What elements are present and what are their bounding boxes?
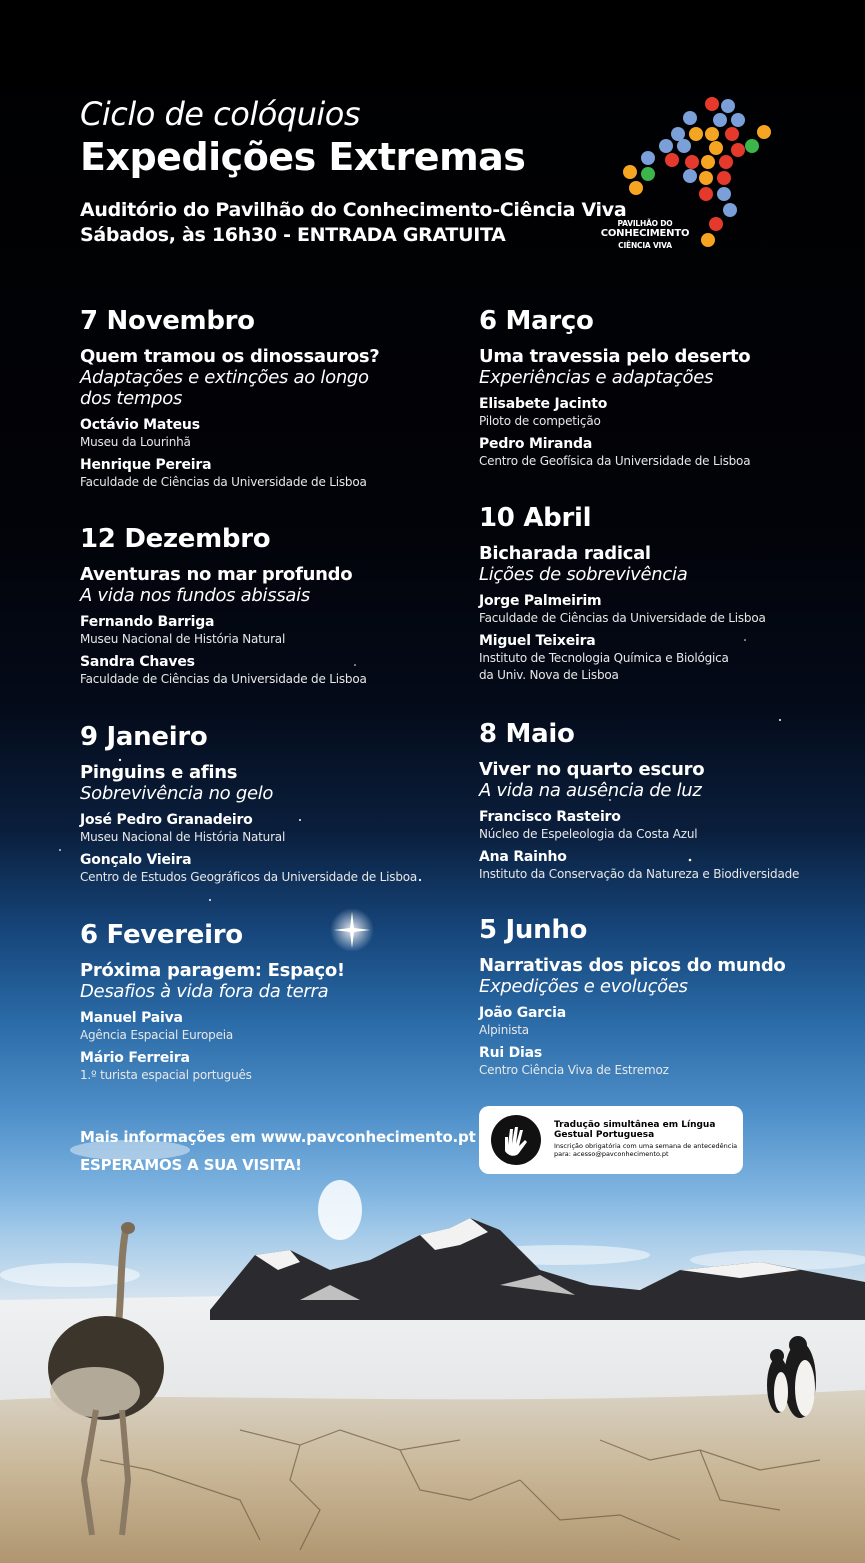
event-title: Uma travessia pelo deserto xyxy=(479,346,751,367)
speaker-affiliation: Instituto da Conservação da Natureza e Biodiversidade xyxy=(479,867,800,881)
speaker-name: Miguel Teixeira xyxy=(479,633,596,649)
speaker-name: Fernando Barriga xyxy=(80,614,215,630)
speaker-affiliation: Núcleo de Espeleologia da Costa Azul xyxy=(479,827,698,841)
sign-language-hand-icon xyxy=(491,1115,541,1165)
event xyxy=(479,306,859,470)
speaker xyxy=(80,812,460,846)
speaker xyxy=(479,396,859,430)
event-subtitle: A vida na ausência de luz xyxy=(479,780,702,801)
speaker-affiliation: Agência Espacial Europeia xyxy=(80,1028,234,1042)
speaker-affiliation: Centro de Geofísica da Universidade de Lisboa xyxy=(479,454,751,468)
event-title: Bicharada radical xyxy=(479,543,651,564)
welcome-message: ESPERAMOS A SUA VISITA! xyxy=(80,1156,302,1174)
event-subtitle: Expedições e evoluções xyxy=(479,976,688,997)
speaker-affiliation: Museu Nacional de História Natural xyxy=(80,830,286,844)
speaker-name: Manuel Paiva xyxy=(80,1010,183,1026)
event-subtitle: Lições de sobrevivência xyxy=(479,564,688,585)
speaker xyxy=(479,633,859,684)
speaker-name: Jorge Palmeirim xyxy=(479,593,602,609)
speaker xyxy=(80,1010,460,1044)
event-date: 5 Junho xyxy=(479,915,588,945)
event xyxy=(80,722,460,886)
logo-line-3: CIÊNCIA VIVA xyxy=(618,241,672,250)
speaker-affiliation: Museu Nacional de História Natural xyxy=(80,632,286,646)
event-date: 7 Novembro xyxy=(80,306,255,336)
speaker-affiliation: Piloto de competição xyxy=(479,414,601,428)
event-subtitle: Adaptações e extinções ao longo dos tempos xyxy=(80,367,369,409)
event xyxy=(80,306,460,491)
speaker-name: Mário Ferreira xyxy=(80,1050,190,1066)
speaker xyxy=(479,849,859,883)
speaker-affiliation: Faculdade de Ciências da Universidade de Lisboa xyxy=(479,611,766,625)
sign-language-title: Tradução simultânea em Língua Gestual Portuguesa xyxy=(554,1120,716,1140)
speaker-name: João Garcia xyxy=(479,1005,566,1021)
event-title: Aventuras no mar profundo xyxy=(80,564,353,585)
speaker xyxy=(80,457,460,491)
sign-language-badge xyxy=(479,1106,743,1174)
event-date: 12 Dezembro xyxy=(80,524,271,554)
logo-line-1: PAVILHÃO DO xyxy=(617,219,673,228)
event xyxy=(479,915,859,1079)
speaker-name: Octávio Mateus xyxy=(80,417,200,433)
event-date: 6 Fevereiro xyxy=(80,920,243,950)
event-date: 10 Abril xyxy=(479,503,592,533)
speaker-name: José Pedro Granadeiro xyxy=(80,812,253,828)
event xyxy=(80,920,460,1084)
speaker xyxy=(479,1005,859,1039)
speaker-affiliation: Instituto de Tecnologia Química e Biológica da Univ. Nova de Lisboa xyxy=(479,651,729,682)
event xyxy=(80,524,460,688)
speaker xyxy=(80,1050,460,1084)
event xyxy=(479,719,859,883)
speaker-name: Rui Dias xyxy=(479,1045,543,1061)
more-info-link[interactable]: Mais informações em www.pavconhecimento.pt xyxy=(80,1128,476,1146)
speaker-name: Elisabete Jacinto xyxy=(479,396,608,412)
speaker-affiliation: Centro de Estudos Geográficos da Universidade de Lisboa xyxy=(80,870,418,884)
speaker-affiliation: Faculdade de Ciências da Universidade de Lisboa xyxy=(80,672,367,686)
event-title: Viver no quarto escuro xyxy=(479,759,705,780)
event-subtitle: Desafios à vida fora da terra xyxy=(80,981,329,1002)
event-title: Pinguins e afins xyxy=(80,762,238,783)
logo-line-2: CONHECIMENTO xyxy=(600,228,690,239)
speaker-name: Gonçalo Vieira xyxy=(80,852,192,868)
speaker xyxy=(479,436,859,470)
speaker xyxy=(80,417,460,451)
venue: Auditório do Pavilhão do Conhecimento-Ciência Viva xyxy=(80,199,627,221)
speaker-name: Francisco Rasteiro xyxy=(479,809,621,825)
speaker-name: Pedro Miranda xyxy=(479,436,593,452)
schedule: Sábados, às 16h30 - ENTRADA GRATUITA xyxy=(80,224,506,246)
series-title: Expedições Extremas xyxy=(80,135,526,179)
event-subtitle: Experiências e adaptações xyxy=(479,367,714,388)
event-date: 8 Maio xyxy=(479,719,575,749)
speaker xyxy=(80,852,460,886)
speaker-name: Ana Rainho xyxy=(479,849,567,865)
event-subtitle: A vida nos fundos abissais xyxy=(80,585,310,606)
speaker xyxy=(80,654,460,688)
speaker-name: Henrique Pereira xyxy=(80,457,212,473)
event-title: Quem tramou os dinossauros? xyxy=(80,346,380,367)
speaker-name: Sandra Chaves xyxy=(80,654,195,670)
speaker xyxy=(479,593,859,627)
speaker-affiliation: Museu da Lourinhã xyxy=(80,435,191,449)
event-subtitle: Sobrevivência no gelo xyxy=(80,783,274,804)
event-date: 9 Janeiro xyxy=(80,722,208,752)
event-date: 6 Março xyxy=(479,306,594,336)
speaker xyxy=(80,614,460,648)
event xyxy=(479,503,859,684)
speaker-affiliation: Alpinista xyxy=(479,1023,529,1037)
speaker xyxy=(479,1045,859,1079)
event-title: Narrativas dos picos do mundo xyxy=(479,955,786,976)
speaker xyxy=(479,809,859,843)
event-title: Próxima paragem: Espaço! xyxy=(80,960,345,981)
speaker-affiliation: 1.º turista espacial português xyxy=(80,1068,252,1082)
mountains xyxy=(210,1218,865,1320)
sign-language-note: Inscrição obrigatória com uma semana de antecedência para: acesso@pavconhecimento.pt xyxy=(554,1142,738,1158)
series-subtitle: Ciclo de colóquios xyxy=(80,95,361,133)
speaker-affiliation: Faculdade de Ciências da Universidade de Lisboa xyxy=(80,475,367,489)
speaker-affiliation: Centro Ciência Viva de Estremoz xyxy=(479,1063,669,1077)
